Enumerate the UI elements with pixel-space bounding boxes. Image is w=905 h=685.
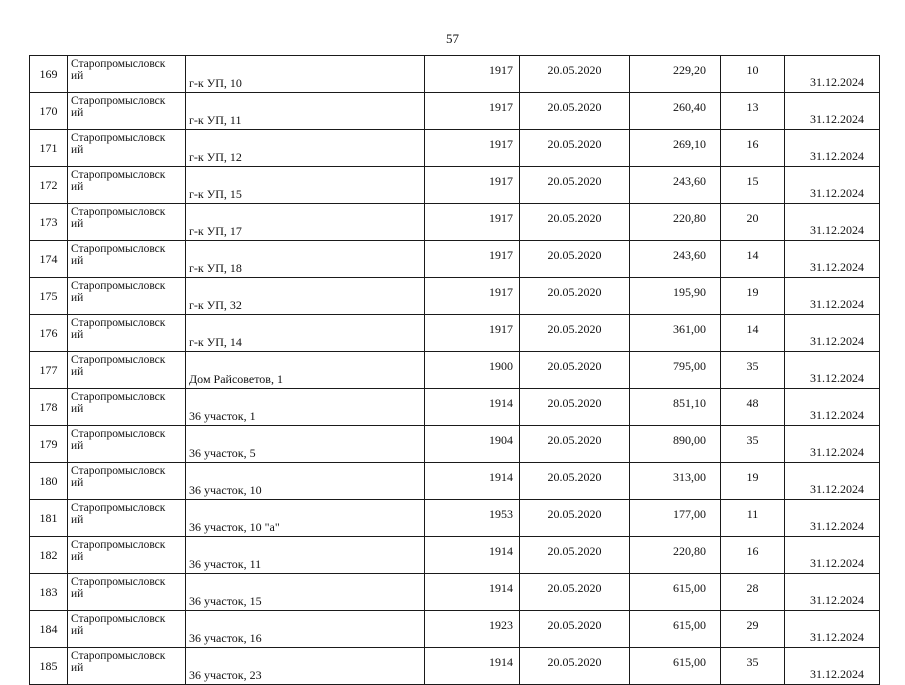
residents-count: 14 <box>721 315 785 352</box>
living-area: 615,00 <box>630 574 721 611</box>
recognition-date: 20.05.2020 <box>520 56 630 93</box>
district-name <box>68 463 186 500</box>
recognition-date: 20.05.2020 <box>520 352 630 389</box>
residents-count: 35 <box>721 648 785 685</box>
recognition-date: 20.05.2020 <box>520 500 630 537</box>
resettlement-deadline: 31.12.2024 <box>785 537 880 574</box>
recognition-date: 20.05.2020 <box>520 537 630 574</box>
residents-count: 14 <box>721 241 785 278</box>
row-number: 178 <box>30 389 68 426</box>
district-name-line: Старопромысловск <box>71 354 166 366</box>
resettlement-deadline: 31.12.2024 <box>785 93 880 130</box>
district-name <box>68 648 186 685</box>
living-area: 269,10 <box>630 130 721 167</box>
building-address: 36 участок, 10 <box>186 463 425 500</box>
table-row <box>30 352 880 389</box>
table-row <box>30 426 880 463</box>
construction-year: 1904 <box>425 426 520 463</box>
resettlement-deadline: 31.12.2024 <box>785 500 880 537</box>
residents-count: 29 <box>721 611 785 648</box>
building-address: г-к УП, 18 <box>186 241 425 278</box>
residents-count: 35 <box>721 426 785 463</box>
district-name-line: ий <box>71 366 84 378</box>
table-row <box>30 463 880 500</box>
district-name <box>68 352 186 389</box>
living-area: 229,20 <box>630 56 721 93</box>
district-name <box>68 574 186 611</box>
district-name-line: Старопромысловск <box>71 539 166 551</box>
table-row <box>30 574 880 611</box>
district-name <box>68 130 186 167</box>
district-name <box>68 315 186 352</box>
residents-count: 10 <box>721 56 785 93</box>
construction-year: 1953 <box>425 500 520 537</box>
row-number: 181 <box>30 500 68 537</box>
table-row <box>30 167 880 204</box>
construction-year: 1923 <box>425 611 520 648</box>
construction-year: 1917 <box>425 278 520 315</box>
building-address: 36 участок, 11 <box>186 537 425 574</box>
recognition-date: 20.05.2020 <box>520 574 630 611</box>
building-address: 36 участок, 15 <box>186 574 425 611</box>
living-area: 615,00 <box>630 648 721 685</box>
district-name-line: ий <box>71 514 84 526</box>
living-area: 615,00 <box>630 611 721 648</box>
district-name-line: ий <box>71 588 84 600</box>
table-row <box>30 93 880 130</box>
recognition-date: 20.05.2020 <box>520 204 630 241</box>
residents-count: 11 <box>721 500 785 537</box>
row-number: 183 <box>30 574 68 611</box>
building-address: г-к УП, 14 <box>186 315 425 352</box>
resettlement-deadline: 31.12.2024 <box>785 56 880 93</box>
residents-count: 35 <box>721 352 785 389</box>
living-area: 243,60 <box>630 167 721 204</box>
residents-count: 16 <box>721 537 785 574</box>
building-address: 36 участок, 16 <box>186 611 425 648</box>
district-name-line: Старопромысловск <box>71 428 166 440</box>
building-address: Дом Райсоветов, 1 <box>186 352 425 389</box>
row-number: 169 <box>30 56 68 93</box>
recognition-date: 20.05.2020 <box>520 463 630 500</box>
district-name-line: ий <box>71 625 84 637</box>
district-name <box>68 204 186 241</box>
row-number: 176 <box>30 315 68 352</box>
living-area: 195,90 <box>630 278 721 315</box>
resettlement-deadline: 31.12.2024 <box>785 648 880 685</box>
district-name-line: ий <box>71 662 84 674</box>
table-row <box>30 315 880 352</box>
living-area: 851,10 <box>630 389 721 426</box>
district-name <box>68 167 186 204</box>
construction-year: 1900 <box>425 352 520 389</box>
residents-count: 28 <box>721 574 785 611</box>
building-address: 36 участок, 1 <box>186 389 425 426</box>
table-row <box>30 204 880 241</box>
district-name <box>68 278 186 315</box>
building-address: г-к УП, 11 <box>186 93 425 130</box>
living-area: 361,00 <box>630 315 721 352</box>
district-name-line: ий <box>71 181 84 193</box>
district-name-line: ий <box>71 144 84 156</box>
residents-count: 48 <box>721 389 785 426</box>
housing-registry-table <box>29 55 880 685</box>
table-row <box>30 537 880 574</box>
resettlement-deadline: 31.12.2024 <box>785 426 880 463</box>
district-name-line: Старопромысловск <box>71 95 166 107</box>
construction-year: 1917 <box>425 167 520 204</box>
district-name-line: ий <box>71 107 84 119</box>
residents-count: 16 <box>721 130 785 167</box>
construction-year: 1917 <box>425 315 520 352</box>
living-area: 313,00 <box>630 463 721 500</box>
district-name-line: Старопромысловск <box>71 169 166 181</box>
resettlement-deadline: 31.12.2024 <box>785 130 880 167</box>
district-name-line: ий <box>71 218 84 230</box>
construction-year: 1914 <box>425 648 520 685</box>
recognition-date: 20.05.2020 <box>520 93 630 130</box>
construction-year: 1914 <box>425 463 520 500</box>
building-address: г-к УП, 12 <box>186 130 425 167</box>
recognition-date: 20.05.2020 <box>520 167 630 204</box>
district-name <box>68 426 186 463</box>
living-area: 795,00 <box>630 352 721 389</box>
row-number: 174 <box>30 241 68 278</box>
district-name-line: Старопромысловск <box>71 206 166 218</box>
building-address: г-к УП, 15 <box>186 167 425 204</box>
residents-count: 20 <box>721 204 785 241</box>
row-number: 182 <box>30 537 68 574</box>
building-address: 36 участок, 10 "а" <box>186 500 425 537</box>
recognition-date: 20.05.2020 <box>520 241 630 278</box>
page-number: 57 <box>446 31 459 46</box>
district-name-line: Старопромысловск <box>71 58 166 70</box>
residents-count: 15 <box>721 167 785 204</box>
district-name-line: ий <box>71 292 84 304</box>
resettlement-deadline: 31.12.2024 <box>785 611 880 648</box>
district-name <box>68 611 186 648</box>
row-number: 173 <box>30 204 68 241</box>
resettlement-deadline: 31.12.2024 <box>785 389 880 426</box>
district-name-line: Старопромысловск <box>71 576 166 588</box>
row-number: 170 <box>30 93 68 130</box>
resettlement-deadline: 31.12.2024 <box>785 352 880 389</box>
building-address: г-к УП, 17 <box>186 204 425 241</box>
living-area: 260,40 <box>630 93 721 130</box>
construction-year: 1914 <box>425 389 520 426</box>
district-name-line: Старопромысловск <box>71 280 166 292</box>
construction-year: 1914 <box>425 537 520 574</box>
building-address: г-к УП, 10 <box>186 56 425 93</box>
district-name-line: ий <box>71 477 84 489</box>
residents-count: 19 <box>721 278 785 315</box>
recognition-date: 20.05.2020 <box>520 130 630 167</box>
table-row <box>30 56 880 93</box>
district-name-line: ий <box>71 551 84 563</box>
district-name-line: Старопромысловск <box>71 613 166 625</box>
construction-year: 1917 <box>425 56 520 93</box>
resettlement-deadline: 31.12.2024 <box>785 315 880 352</box>
row-number: 177 <box>30 352 68 389</box>
resettlement-deadline: 31.12.2024 <box>785 167 880 204</box>
construction-year: 1914 <box>425 574 520 611</box>
construction-year: 1917 <box>425 241 520 278</box>
row-number: 179 <box>30 426 68 463</box>
table-row <box>30 389 880 426</box>
row-number: 180 <box>30 463 68 500</box>
living-area: 220,80 <box>630 204 721 241</box>
district-name-line: Старопромысловск <box>71 317 166 329</box>
district-name <box>68 537 186 574</box>
resettlement-deadline: 31.12.2024 <box>785 574 880 611</box>
resettlement-deadline: 31.12.2024 <box>785 204 880 241</box>
table-row <box>30 648 880 685</box>
recognition-date: 20.05.2020 <box>520 611 630 648</box>
table-row <box>30 278 880 315</box>
table-body <box>30 56 880 685</box>
district-name-line: ий <box>71 70 84 82</box>
district-name <box>68 56 186 93</box>
construction-year: 1917 <box>425 93 520 130</box>
residents-count: 13 <box>721 93 785 130</box>
building-address: г-к УП, 32 <box>186 278 425 315</box>
resettlement-deadline: 31.12.2024 <box>785 463 880 500</box>
district-name-line: ий <box>71 440 84 452</box>
recognition-date: 20.05.2020 <box>520 278 630 315</box>
residents-count: 19 <box>721 463 785 500</box>
living-area: 890,00 <box>630 426 721 463</box>
table-row <box>30 241 880 278</box>
district-name-line: Старопромысловск <box>71 465 166 477</box>
table-row <box>30 500 880 537</box>
recognition-date: 20.05.2020 <box>520 648 630 685</box>
district-name-line: ий <box>71 255 84 267</box>
district-name-line: ий <box>71 403 84 415</box>
row-number: 172 <box>30 167 68 204</box>
district-name-line: Старопромысловск <box>71 650 166 662</box>
district-name <box>68 389 186 426</box>
row-number: 171 <box>30 130 68 167</box>
living-area: 243,60 <box>630 241 721 278</box>
resettlement-deadline: 31.12.2024 <box>785 278 880 315</box>
resettlement-deadline: 31.12.2024 <box>785 241 880 278</box>
recognition-date: 20.05.2020 <box>520 426 630 463</box>
district-name-line: Старопромысловск <box>71 132 166 144</box>
district-name-line: Старопромысловск <box>71 391 166 403</box>
recognition-date: 20.05.2020 <box>520 315 630 352</box>
district-name-line: Старопромысловск <box>71 502 166 514</box>
district-name <box>68 500 186 537</box>
table-row <box>30 130 880 167</box>
district-name-line: ий <box>71 329 84 341</box>
row-number: 185 <box>30 648 68 685</box>
district-name <box>68 93 186 130</box>
district-name-line: Старопромысловск <box>71 243 166 255</box>
district-name <box>68 241 186 278</box>
living-area: 220,80 <box>630 537 721 574</box>
recognition-date: 20.05.2020 <box>520 389 630 426</box>
table-row <box>30 611 880 648</box>
building-address: 36 участок, 5 <box>186 426 425 463</box>
construction-year: 1917 <box>425 130 520 167</box>
construction-year: 1917 <box>425 204 520 241</box>
row-number: 184 <box>30 611 68 648</box>
living-area: 177,00 <box>630 500 721 537</box>
row-number: 175 <box>30 278 68 315</box>
building-address: 36 участок, 23 <box>186 648 425 685</box>
